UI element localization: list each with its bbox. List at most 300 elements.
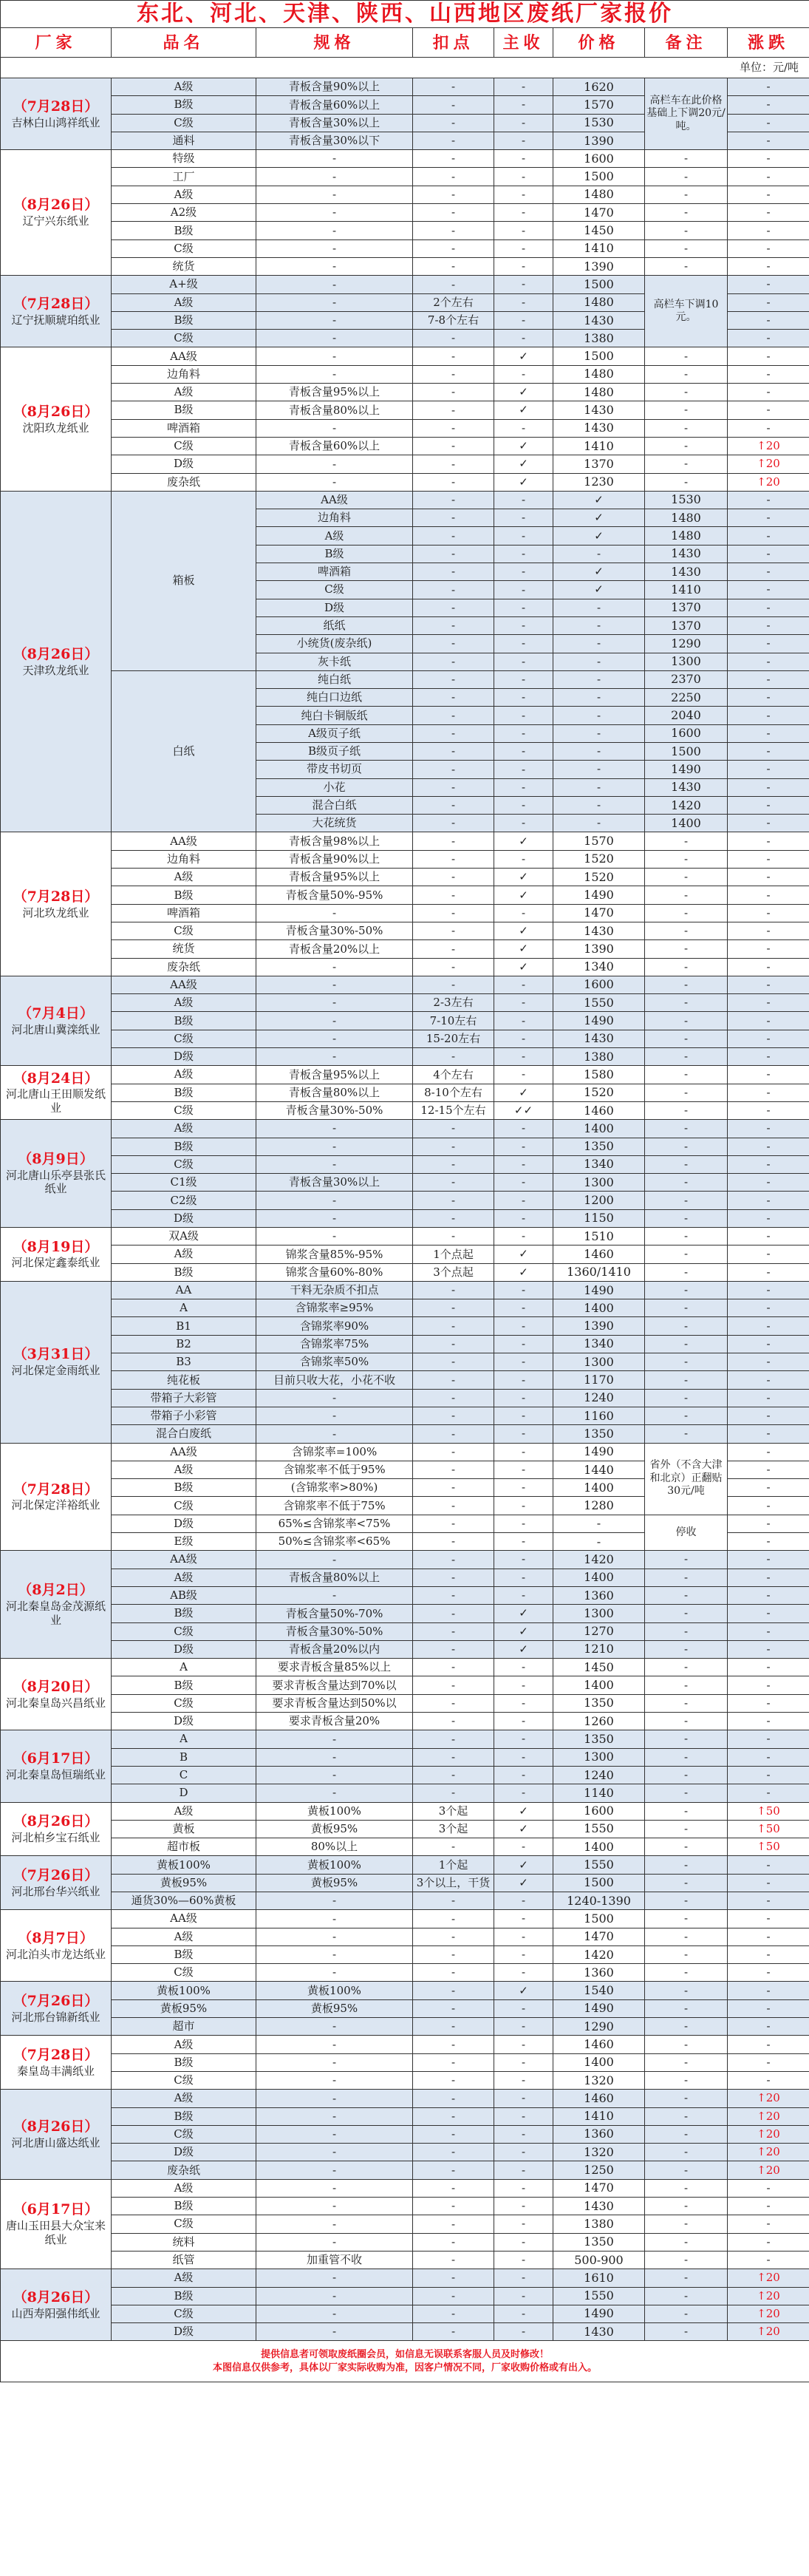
main-cell: ✓ <box>553 491 645 509</box>
main-cell: - <box>494 1569 553 1586</box>
spec-cell: - <box>256 2071 413 2089</box>
deduction-cell: - <box>494 599 553 616</box>
spec-cell: 含锦浆率75% <box>256 1335 413 1353</box>
grade-cell: B级 <box>112 1012 256 1030</box>
main-cell: - <box>494 1066 553 1084</box>
spec-cell: - <box>256 1012 413 1030</box>
grade-cell: E级 <box>112 1533 256 1551</box>
deduction-cell: - <box>413 401 494 419</box>
grade-cell: B级 <box>112 2053 256 2071</box>
deduction-cell: - <box>494 545 553 563</box>
spec-cell: - <box>413 581 494 599</box>
table-row <box>1 1317 809 1335</box>
change-cell: - <box>728 1120 809 1138</box>
change-cell: - <box>728 276 809 293</box>
grade-cell: A级 <box>112 2090 256 2107</box>
price-cell: 1320 <box>553 2071 645 2089</box>
spec-cell: 含锦浆率50% <box>256 1353 413 1371</box>
factory-date: （8月26日） <box>13 2118 99 2135</box>
remark-cell: - <box>728 778 809 796</box>
remark-cell: - <box>645 1820 728 1838</box>
remark-cell: - <box>645 1084 728 1101</box>
grade-cell: A级 <box>112 994 256 1012</box>
factory-date: （7月28日） <box>13 296 99 313</box>
deduction-cell: - <box>413 1999 494 2017</box>
grade-cell: A级 <box>112 1802 256 1820</box>
change-cell: - <box>728 2053 809 2071</box>
change-cell: - <box>728 1982 809 1999</box>
deduction-cell: - <box>413 1713 494 1730</box>
main-cell: ✓ <box>494 1622 553 1640</box>
grade-cell: D级 <box>112 1640 256 1658</box>
deduction-cell: - <box>413 1317 494 1335</box>
factory-name: 河北唐山王田顺发纸业 <box>5 1087 106 1115</box>
remark-cell: - <box>645 1676 728 1694</box>
column-header: 品名 <box>112 28 256 58</box>
table-row <box>1 1784 809 1802</box>
remark-cell: - <box>645 1713 728 1730</box>
main-cell: - <box>494 2018 553 2036</box>
spec-cell: 要求青板含量20% <box>256 1713 413 1730</box>
table-row <box>1 850 809 868</box>
deduction-cell: - <box>413 2305 494 2322</box>
change-cell: - <box>728 2251 809 2269</box>
table-row <box>1 204 809 222</box>
spec-cell: - <box>256 311 413 329</box>
change-cell: - <box>728 1964 809 1982</box>
change-cell: - <box>728 1281 809 1299</box>
grade-cell: A级 <box>112 2036 256 2053</box>
deduction-cell: - <box>413 850 494 868</box>
change-cell: - <box>728 1407 809 1424</box>
price-cell: 1360 <box>553 2125 645 2143</box>
remark-cell: - <box>645 1640 728 1658</box>
grade-cell: D级 <box>256 599 413 616</box>
spec-cell: - <box>413 491 494 509</box>
deduction-cell: - <box>494 670 553 688</box>
spec-cell: - <box>256 2036 413 2053</box>
main-cell: - <box>494 1928 553 1945</box>
deduction-cell: - <box>413 1120 494 1138</box>
factory-name: 河北秦皇岛兴昌纸业 <box>5 1696 106 1710</box>
price-cell: 1600 <box>553 150 645 168</box>
change-cell: - <box>728 1569 809 1586</box>
change-cell: - <box>728 347 809 365</box>
remark-cell: 高栏车在此价格基础上下调20元/吨。 <box>645 78 728 150</box>
main-cell: ✓ <box>494 437 553 455</box>
main-cell: - <box>494 1910 553 1928</box>
spec-cell: - <box>256 1766 413 1784</box>
main-cell: - <box>494 2107 553 2125</box>
price-cell: 1410 <box>645 581 728 599</box>
main-cell: - <box>494 2323 553 2341</box>
remark-cell: - <box>645 904 728 922</box>
spec-cell: 青板含量60%以上 <box>256 96 413 114</box>
grade-cell: 啤酒箱 <box>112 419 256 437</box>
grade-cell: 混合白废纸 <box>112 1425 256 1443</box>
price-cell: 1170 <box>553 1371 645 1389</box>
factory-name: 河北泊头市龙达纸业 <box>5 1947 106 1961</box>
change-cell: - <box>728 186 809 203</box>
price-cell: - <box>553 1533 645 1551</box>
main-cell: - <box>494 132 553 149</box>
main-cell: - <box>494 1209 553 1227</box>
price-cell: 1510 <box>553 1228 645 1245</box>
table-row <box>1 1766 809 1784</box>
remark-cell: - <box>645 1228 728 1245</box>
table-row <box>1 832 809 850</box>
price-cell: 1370 <box>645 599 728 616</box>
spec-cell: 含锦浆率不低于75% <box>256 1497 413 1515</box>
price-cell: 1520 <box>553 850 645 868</box>
table-row <box>1 2251 809 2269</box>
main-cell: - <box>553 707 645 724</box>
deduction-cell: - <box>413 904 494 922</box>
spec-cell: - <box>413 670 494 688</box>
price-cell: 1380 <box>553 1048 645 1066</box>
table-row <box>1 1245 809 1263</box>
table-row <box>1 1713 809 1730</box>
factory-date: （8月24日） <box>13 1070 99 1087</box>
grade-cell: AA级 <box>112 976 256 993</box>
spec-cell: - <box>256 2305 413 2322</box>
change-cell: - <box>728 204 809 222</box>
main-cell: - <box>494 1694 553 1712</box>
deduction-cell: - <box>413 1945 494 1963</box>
main-cell: - <box>494 1317 553 1335</box>
change-cell: - <box>728 1317 809 1335</box>
price-cell: 1240-1390 <box>553 1892 645 1909</box>
main-cell: ✓ <box>553 509 645 527</box>
price-cell: 1230 <box>553 473 645 491</box>
spec-cell: 青板含量20%以上 <box>256 940 413 958</box>
factory-cell <box>1 150 112 276</box>
remark-cell: - <box>645 1030 728 1047</box>
deduction-cell: 1个点起 <box>413 1245 494 1263</box>
price-cell: 1500 <box>553 168 645 186</box>
main-cell: - <box>494 311 553 329</box>
deduction-cell: - <box>413 365 494 383</box>
main-cell: - <box>494 1838 553 1856</box>
deduction-cell: - <box>413 2323 494 2341</box>
change-cell: - <box>728 330 809 347</box>
deduction-cell: - <box>413 2144 494 2161</box>
remark-cell: - <box>645 1999 728 2017</box>
main-cell: - <box>494 1174 553 1192</box>
table-row <box>1 2018 809 2036</box>
remark-cell: - <box>645 1389 728 1407</box>
price-cell: 1300 <box>553 1748 645 1766</box>
main-cell: - <box>494 1281 553 1299</box>
main-cell: ✓ <box>494 384 553 401</box>
change-cell: - <box>728 239 809 257</box>
change-cell: - <box>728 2036 809 2053</box>
spec-cell: - <box>256 2125 413 2143</box>
change-cell: - <box>728 1928 809 1945</box>
deduction-cell: 3个以上，干货 <box>413 1874 494 1892</box>
grade-cell: A级 <box>112 1928 256 1945</box>
spec-cell: - <box>256 204 413 222</box>
price-cell: 1460 <box>553 1101 645 1119</box>
price-cell: 1480 <box>553 186 645 203</box>
change-cell: - <box>728 365 809 383</box>
grade-cell: 啤酒箱 <box>112 904 256 922</box>
deduction-cell: - <box>413 168 494 186</box>
main-cell: - <box>494 1713 553 1730</box>
grade-cell: B级 <box>112 222 256 239</box>
grade-cell: A级 <box>112 186 256 203</box>
change-cell: - <box>728 1659 809 1676</box>
table-row <box>1 2161 809 2179</box>
grade-cell: 灰卡纸 <box>256 653 413 670</box>
price-cell: 1530 <box>645 491 728 509</box>
grade-cell: AA级 <box>112 1443 256 1461</box>
column-header: 价格 <box>553 28 645 58</box>
main-cell: - <box>494 1892 553 1909</box>
remark-cell: - <box>645 2179 728 2197</box>
price-cell: 1400 <box>553 1299 645 1317</box>
price-cell: 1460 <box>553 2090 645 2107</box>
spec-cell: (含锦浆率>80%) <box>256 1479 413 1497</box>
grade-cell: D级 <box>112 2144 256 2161</box>
spec-cell: 含锦浆率不低于95% <box>256 1461 413 1478</box>
price-cell: 1300 <box>645 653 728 670</box>
price-cell: 1370 <box>553 455 645 473</box>
price-cell: 1410 <box>553 2107 645 2125</box>
deduction-cell: - <box>494 707 553 724</box>
table-row <box>1 1694 809 1712</box>
deduction-cell: - <box>494 778 553 796</box>
remark-cell: 省外（不含大津和北京）正翻贴30元/吨 <box>645 1443 728 1515</box>
change-cell: - <box>728 114 809 132</box>
table-row <box>1 222 809 239</box>
deduction-cell: - <box>413 1425 494 1443</box>
remark-cell: 停收 <box>645 1515 728 1551</box>
grade-cell: B级 <box>112 1263 256 1281</box>
grade-cell: 混合白纸 <box>256 796 413 814</box>
grade-cell: C级 <box>112 1694 256 1712</box>
spec-cell: 青板含量20%以内 <box>256 1640 413 1658</box>
main-cell: - <box>553 724 645 742</box>
price-cell: 1470 <box>553 1928 645 1945</box>
change-cell: - <box>728 1479 809 1497</box>
grade-cell: 黄板95% <box>112 1999 256 2017</box>
deduction-cell: - <box>494 509 553 527</box>
main-cell: ✓ <box>494 1982 553 1999</box>
table-row <box>1 2107 809 2125</box>
table-row <box>1 1730 809 1748</box>
table-row <box>1 168 809 186</box>
remark-cell: - <box>728 616 809 634</box>
main-cell: - <box>494 1551 553 1569</box>
remark-cell: - <box>645 1066 728 1084</box>
grade-cell: A级 <box>112 1461 256 1478</box>
deduction-cell: - <box>413 473 494 491</box>
grade-cell: B级 <box>112 1676 256 1694</box>
deduction-cell: - <box>413 2036 494 2053</box>
main-cell: - <box>494 2287 553 2305</box>
table-row <box>1 2269 809 2287</box>
table-row <box>1 1586 809 1604</box>
main-cell: - <box>553 778 645 796</box>
grade-cell: D级 <box>112 1048 256 1066</box>
factory-date: （8月26日） <box>13 403 99 420</box>
spec-cell: 黄板100% <box>256 1856 413 1874</box>
grade-cell: AA级 <box>256 491 413 509</box>
spec-cell: 要求青板含量达到50%以 <box>256 1694 413 1712</box>
grade-cell: 统货 <box>112 940 256 958</box>
factory-cell <box>1 1659 112 1730</box>
remark-cell: - <box>645 1012 728 1030</box>
price-cell: 1360 <box>553 1964 645 1982</box>
price-cell: 1420 <box>645 796 728 814</box>
remark-cell: - <box>645 2323 728 2341</box>
main-cell: - <box>494 1999 553 2017</box>
deduction-cell: - <box>413 2107 494 2125</box>
spec-cell: 65%≤含锦浆率<75% <box>256 1515 413 1532</box>
price-cell: 1300 <box>553 1174 645 1192</box>
change-cell: - <box>728 1856 809 1874</box>
change-cell: - <box>728 150 809 168</box>
table-row <box>1 437 809 455</box>
spec-cell: - <box>413 527 494 545</box>
price-cell: 1490 <box>553 1281 645 1299</box>
table-row <box>1 958 809 976</box>
price-cell: 1540 <box>553 1982 645 1999</box>
main-cell: ✓ <box>494 401 553 419</box>
spec-cell: 青板含量60%以上 <box>256 437 413 455</box>
main-cell: ✓ <box>494 1802 553 1820</box>
factory-cell <box>1 2179 112 2269</box>
deduction-cell: - <box>413 1461 494 1478</box>
factory-date: （8月9日） <box>18 1150 94 1167</box>
main-cell: ✓ <box>553 527 645 545</box>
factory-cell <box>1 2036 112 2090</box>
deduction-cell: - <box>413 186 494 203</box>
main-cell: - <box>494 2161 553 2179</box>
change-cell: - <box>728 1622 809 1640</box>
table-row <box>1 1999 809 2017</box>
deduction-cell: - <box>413 1299 494 1317</box>
remark-cell: - <box>645 2161 728 2179</box>
table-row <box>1 1443 809 1461</box>
table-row <box>1 1281 809 1299</box>
table-row <box>1 491 809 509</box>
factory-cell <box>1 1443 112 1551</box>
column-header: 主收 <box>494 28 553 58</box>
spec-cell: - <box>256 976 413 993</box>
change-cell: - <box>728 1551 809 1569</box>
factory-cell <box>1 276 112 347</box>
grade-cell: A级 <box>112 1066 256 1084</box>
price-cell: 1350 <box>553 1694 645 1712</box>
change-cell: ↑50 <box>728 1820 809 1838</box>
change-cell: - <box>728 1174 809 1192</box>
remark-cell: - <box>645 473 728 491</box>
table-row <box>1 869 809 886</box>
grade-cell: A <box>112 1659 256 1676</box>
remark-cell: - <box>728 689 809 707</box>
remark-cell: - <box>728 491 809 509</box>
price-cell: 1500 <box>553 1910 645 1928</box>
grade-cell: 黄板 <box>112 1820 256 1838</box>
grade-cell: C级 <box>112 2305 256 2322</box>
deduction-cell: - <box>413 1533 494 1551</box>
spec-cell: - <box>256 1586 413 1604</box>
remark-cell: - <box>645 1910 728 1928</box>
spec-cell: - <box>256 1228 413 1245</box>
change-cell: - <box>728 1101 809 1119</box>
spec-cell: 锦浆含量85%-95% <box>256 1245 413 1263</box>
change-cell: - <box>728 1730 809 1748</box>
spec-cell: - <box>256 1425 413 1443</box>
main-cell: - <box>494 1964 553 1982</box>
grade-cell: C2级 <box>112 1192 256 1209</box>
spec-cell: - <box>413 796 494 814</box>
change-cell: - <box>728 1945 809 1963</box>
price-cell: 1290 <box>553 2018 645 2036</box>
spec-cell: - <box>413 599 494 616</box>
deduction-cell: - <box>413 455 494 473</box>
page-title: 东北、河北、天津、陕西、山西地区废纸厂家报价 <box>1 1 809 28</box>
price-cell: 1490 <box>553 1443 645 1461</box>
price-cell: 1400 <box>553 1569 645 1586</box>
table-row <box>1 1155 809 1173</box>
deduction-cell: - <box>413 1371 494 1389</box>
grade-cell: 纸纸 <box>256 616 413 634</box>
remark-cell: - <box>645 168 728 186</box>
change-cell: - <box>728 1784 809 1802</box>
remark-cell: - <box>645 1622 728 1640</box>
change-cell: - <box>728 1209 809 1227</box>
spec-cell: - <box>256 994 413 1012</box>
main-cell: ✓ <box>494 1820 553 1838</box>
table-row <box>1 1299 809 1317</box>
spec-cell: - <box>256 257 413 275</box>
price-cell: 2040 <box>645 707 728 724</box>
remark-cell: - <box>645 186 728 203</box>
spec-cell: - <box>256 168 413 186</box>
price-cell: 1400 <box>553 2053 645 2071</box>
spec-cell: - <box>256 2161 413 2179</box>
factory-date: （8月26日） <box>13 1813 99 1830</box>
change-cell: - <box>728 1443 809 1461</box>
deduction-cell: 7-8个左右 <box>413 311 494 329</box>
grade-cell: A级页子纸 <box>256 724 413 742</box>
spec-cell: - <box>256 222 413 239</box>
price-cell: 1400 <box>553 1838 645 1856</box>
price-cell: 1490 <box>553 2305 645 2322</box>
table-row <box>1 940 809 958</box>
change-cell: - <box>728 1155 809 1173</box>
grade-cell: A级 <box>256 527 413 545</box>
spec-cell: - <box>256 239 413 257</box>
footer-line: 本图信息仅供参考，具体以厂家实际收购为准，因客户情况不同，厂家收购价格或有出入。 <box>212 2362 597 2373</box>
remark-cell: - <box>645 365 728 383</box>
change-cell: - <box>728 2018 809 2036</box>
change-cell: - <box>728 1910 809 1928</box>
grade-cell: C1级 <box>112 1174 256 1192</box>
price-cell: 1280 <box>553 1497 645 1515</box>
table-row <box>1 2144 809 2161</box>
factory-date: （8月26日） <box>13 645 99 662</box>
main-cell: - <box>494 186 553 203</box>
table-row <box>1 1084 809 1101</box>
deduction-cell: - <box>413 1048 494 1066</box>
grade-cell: B级 <box>112 1138 256 1155</box>
price-cell: 1500 <box>645 742 728 760</box>
remark-cell: - <box>728 796 809 814</box>
